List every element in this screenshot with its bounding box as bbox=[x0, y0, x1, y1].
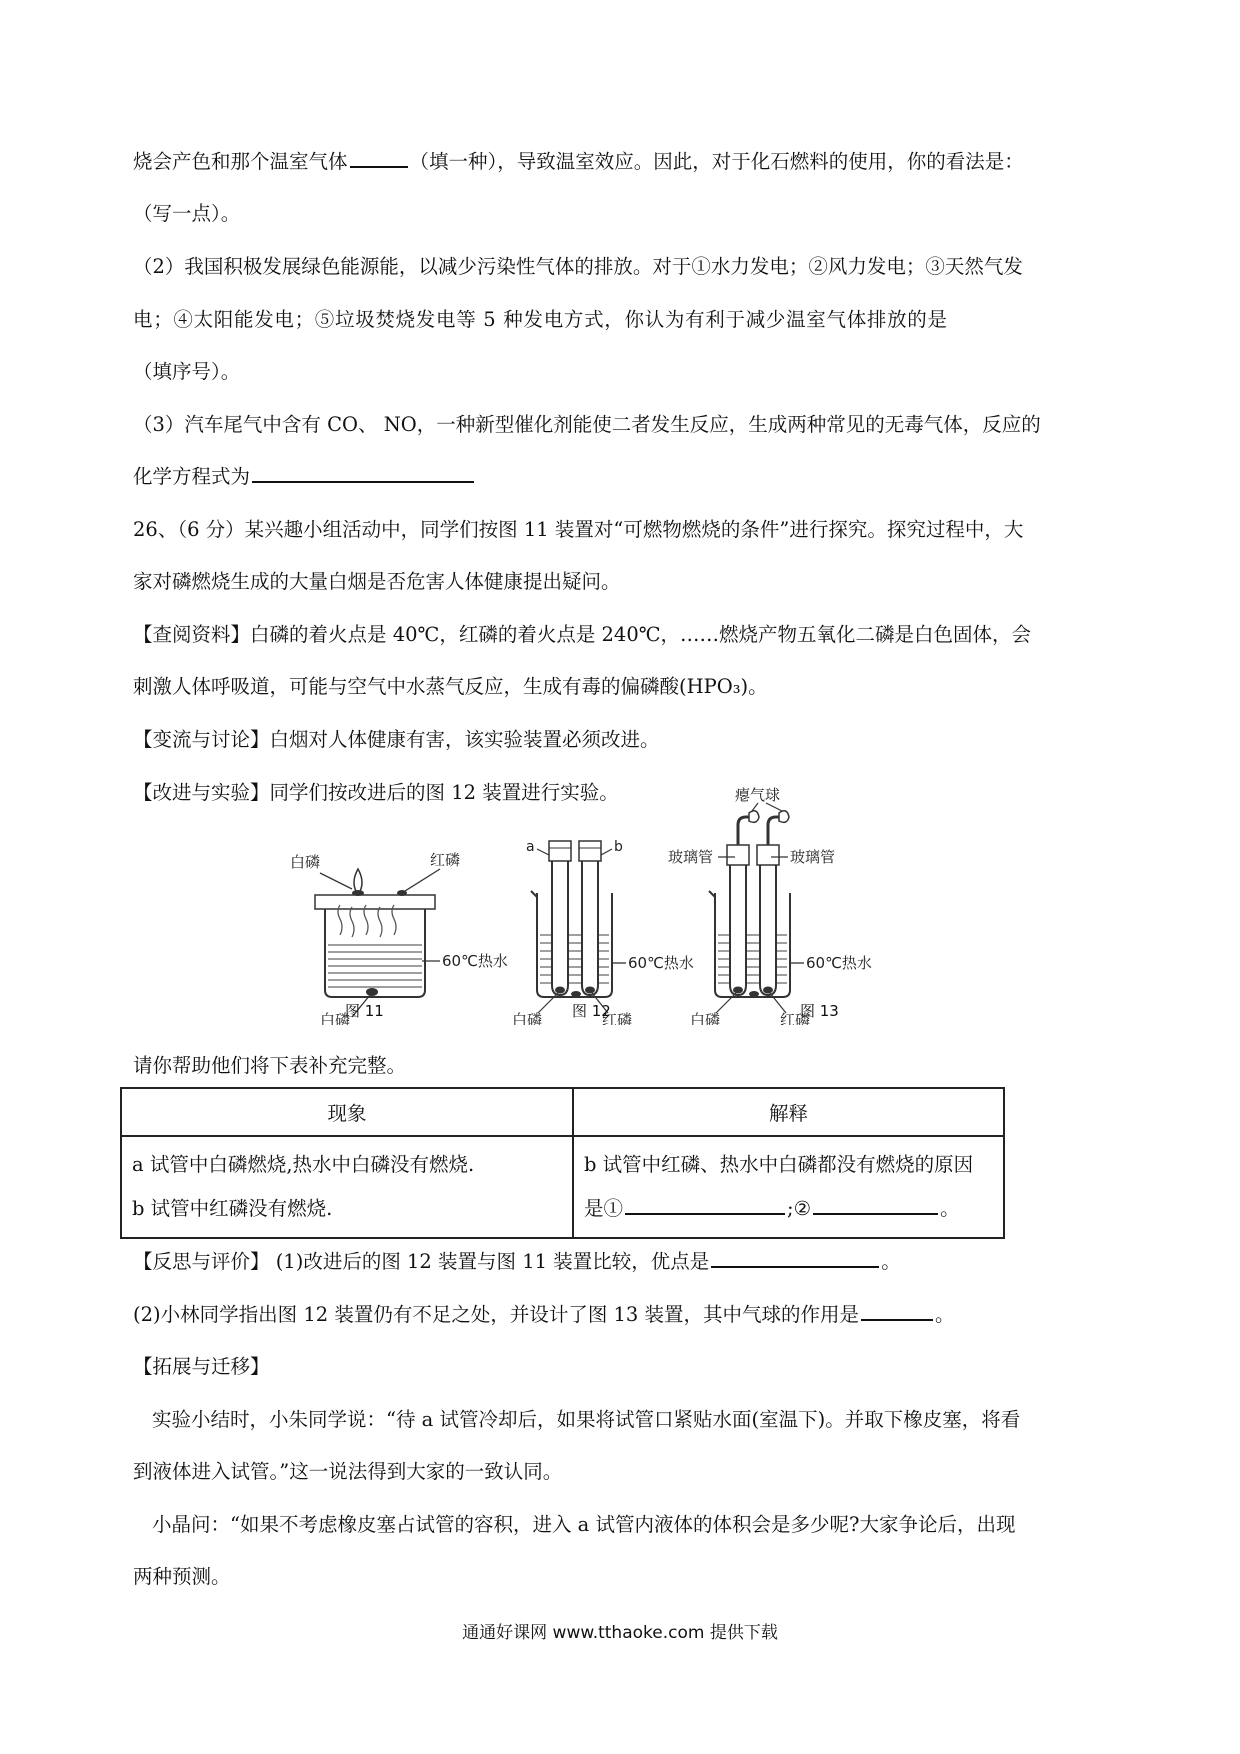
header-explanation: 解释 bbox=[573, 1088, 1004, 1136]
white-phosphorus-bottom bbox=[366, 988, 378, 996]
text-line: 小晶问：“如果不考虑橡皮塞占试管的容积，进入 a 试管内液体的体积会是多少呢?大家争论后，出现 bbox=[152, 1513, 1016, 1536]
text-line: 电；④太阳能发电；⑤垃圾焚烧发电等 5 种发电方式，你认为有利于减少温室气体排放的是 bbox=[133, 308, 948, 331]
beaker-11 bbox=[325, 909, 425, 997]
text-line: 实验小结时，小朱同学说：“待 a 试管冷却后，如果将试管口紧贴水面(室温下)。并取下橡皮塞，将看 bbox=[152, 1408, 1021, 1431]
label-glass-tube-left: 玻璃管 bbox=[668, 848, 714, 866]
answer-blank[interactable] bbox=[350, 165, 408, 168]
label-tube-b: b bbox=[614, 839, 623, 855]
text-line: 【改进与实验】同学们按改进后的图 12 装置进行实验。 bbox=[133, 781, 619, 804]
label-red-phosphorus-11: 红磷 bbox=[430, 851, 461, 869]
footer: 通通好课网 www.tthaoke.com 提供下载 bbox=[462, 1623, 778, 1643]
advantage-blank[interactable] bbox=[711, 1265, 879, 1268]
glass-tube-right bbox=[768, 817, 780, 845]
test-tube-13-left bbox=[730, 859, 746, 995]
text-line: 家对磷燃烧生成的大量白烟是否危害人体健康提出疑问。 bbox=[133, 570, 621, 593]
explanation-line-2: 是① ;② 。 bbox=[584, 1197, 960, 1220]
test-tube-13-right bbox=[760, 859, 776, 995]
text-line: 【拓展与迁移】 bbox=[133, 1355, 270, 1378]
phenomenon-cell bbox=[121, 1136, 573, 1238]
reason-blank-1[interactable] bbox=[625, 1212, 785, 1215]
label-white-phosphorus-bottom-11: 白磷 bbox=[320, 1011, 351, 1025]
label-balloon: 瘪气球 bbox=[735, 786, 781, 804]
text-line: （写一点）。 bbox=[133, 202, 241, 225]
phenomenon-line-2: b 试管中红磷没有燃烧. bbox=[132, 1197, 333, 1220]
stopper-b bbox=[579, 841, 601, 861]
label-red-phosphorus-12: 红磷 bbox=[602, 1011, 633, 1025]
table-header-row bbox=[121, 1088, 1004, 1136]
red-phosphorus-in-b bbox=[585, 987, 595, 994]
stopper-13-left bbox=[727, 845, 749, 865]
text-line: （2）我国积极发展绿色能源能，以减少污染性气体的排放。对于①水力发电；②风力发电；③天然气发 bbox=[133, 255, 1023, 278]
steam-lines bbox=[338, 905, 396, 937]
glass-tube-left bbox=[738, 817, 750, 845]
text-line: 烧会产色和那个温室气体 （填一种），导致温室效应。因此，对于化石燃料的使用，你的看法是： bbox=[133, 150, 1024, 173]
test-tube-b bbox=[582, 855, 598, 995]
text-line: （填序号）。 bbox=[133, 360, 241, 383]
beaker-13 bbox=[715, 893, 790, 997]
text-line: 到液体进入试管。”这一说法得到大家的一致认同。 bbox=[133, 1460, 563, 1483]
copper-plate bbox=[315, 895, 435, 909]
label-red-phosphorus-13: 红磷 bbox=[780, 1011, 811, 1025]
table-row bbox=[121, 1136, 1004, 1238]
text-line: (2)小林同学指出图 12 装置仍有不足之处，并设计了图 13 装置，其中气球的作用是 。 bbox=[133, 1303, 955, 1326]
results-table bbox=[120, 1087, 1005, 1239]
stopper-13-right bbox=[757, 845, 779, 865]
red-phosphorus-13 bbox=[763, 987, 773, 994]
phenomenon-line-1: a 试管中白磷燃烧,热水中白磷没有燃烧. bbox=[132, 1153, 475, 1176]
text-line: 刺激人体呼吸道，可能与空气中水蒸气反应，生成有毒的偏磷酸(HPO₃)。 bbox=[133, 675, 768, 698]
balloon-left bbox=[749, 811, 759, 823]
text-line: 两种预测。 bbox=[133, 1565, 231, 1588]
label-white-phosphorus-12: 白磷 bbox=[512, 1011, 543, 1025]
white-phosphorus-13-tube bbox=[733, 987, 743, 994]
text-line: 化学方程式为 bbox=[133, 461, 476, 489]
caption-fig13: 图 13 bbox=[800, 1002, 839, 1020]
label-hot-water-12: 60℃热水 bbox=[628, 954, 694, 972]
reason-blank-2[interactable] bbox=[813, 1212, 938, 1215]
water-lines-11 bbox=[328, 945, 422, 987]
white-phosphorus-13-water bbox=[749, 991, 759, 997]
text-line: （3）汽车尾气中含有 CO、 NO，一种新型催化剂能使二者发生反应，生成两种常见的无毒气体，反应的 bbox=[133, 413, 1041, 436]
stopper-a bbox=[549, 841, 571, 861]
label-tube-a: a bbox=[526, 839, 535, 855]
figure-11 bbox=[290, 851, 508, 1025]
question-26-stem: 26、（6 分）某兴趣小组活动中，同学们按图 11 装置对“可燃物燃烧的条件”进行探究。探究过程中，大 bbox=[133, 518, 1024, 541]
label-hot-water-13: 60℃热水 bbox=[806, 954, 872, 972]
label-white-phosphorus-top: 白磷 bbox=[290, 853, 321, 871]
balloon-role-blank[interactable] bbox=[861, 1318, 933, 1321]
white-phosphorus-in-a bbox=[555, 987, 565, 994]
equation-blank[interactable] bbox=[252, 480, 474, 483]
explanation-cell bbox=[573, 1136, 1004, 1238]
balloon-right bbox=[779, 811, 789, 823]
test-tube-a bbox=[552, 855, 568, 995]
text-line: 请你帮助他们将下表补充完整。 bbox=[133, 1054, 407, 1077]
white-phosphorus-top bbox=[352, 890, 364, 896]
label-white-phosphorus-13: 白磷 bbox=[690, 1011, 721, 1025]
caption-fig11: 图 11 bbox=[345, 1002, 384, 1020]
text-line: 【查阅资料】白磷的着火点是 40℃，红磷的着火点是 240℃，……燃烧产物五氧化二磷是白色固体，会 bbox=[133, 623, 1032, 646]
beaker-12 bbox=[537, 893, 612, 997]
white-phosphorus-water-12 bbox=[571, 991, 581, 997]
explanation-line-1: b 试管中红磷、热水中白磷都没有燃烧的原因 bbox=[584, 1153, 974, 1176]
label-glass-tube-right: 玻璃管 bbox=[790, 848, 836, 866]
text-line: 【变流与讨论】白烟对人体健康有害，该实验装置必须改进。 bbox=[133, 728, 660, 751]
caption-fig12: 图 12 bbox=[572, 1002, 611, 1020]
figure-13 bbox=[668, 786, 872, 1025]
apparatus-figures bbox=[290, 785, 990, 1025]
apparatus-diagram bbox=[290, 785, 990, 1025]
text-line: 【反思与评价】 (1)改进后的图 12 装置与图 11 装置比较，优点是 。 bbox=[133, 1250, 901, 1273]
label-hot-water-11: 60℃热水 bbox=[442, 952, 508, 970]
header-phenomenon: 现象 bbox=[121, 1088, 573, 1136]
figure-12 bbox=[512, 839, 694, 1025]
